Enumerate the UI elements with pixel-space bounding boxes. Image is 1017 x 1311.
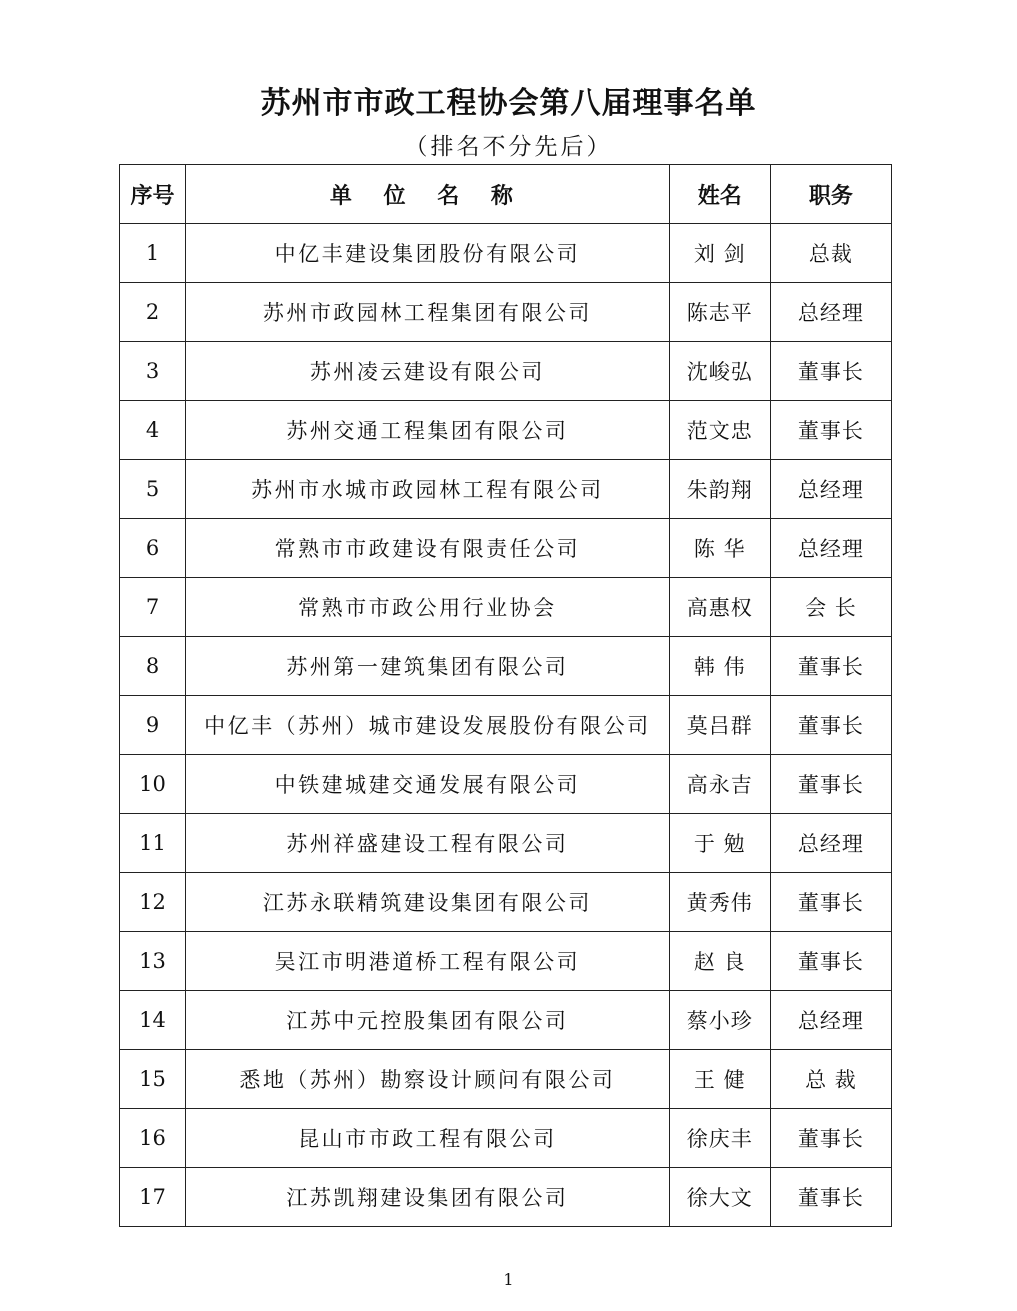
- row-index: 9: [120, 696, 186, 755]
- table-row: [120, 696, 892, 755]
- row-index: 4: [120, 401, 186, 460]
- council-members-table: [119, 164, 892, 1227]
- row-index: 10: [120, 755, 186, 814]
- header-name: 姓名: [669, 165, 770, 224]
- row-unit-name: 吴江市明港道桥工程有限公司: [186, 932, 670, 991]
- row-person-name: 朱韵翔: [669, 460, 770, 519]
- row-person-name: 陈 华: [669, 519, 770, 578]
- row-person-name: 高永吉: [669, 755, 770, 814]
- row-unit-name: 苏州市政园林工程集团有限公司: [186, 283, 670, 342]
- row-position: 总经理: [770, 519, 891, 578]
- row-index: 16: [120, 1109, 186, 1168]
- table-row: [120, 1050, 892, 1109]
- header-position: 职务: [770, 165, 891, 224]
- row-index: 6: [120, 519, 186, 578]
- table-row: [120, 755, 892, 814]
- row-index: 3: [120, 342, 186, 401]
- table-row: [120, 342, 892, 401]
- table-header-row: [120, 165, 892, 224]
- row-unit-name: 中亿丰（苏州）城市建设发展股份有限公司: [186, 696, 670, 755]
- row-unit-name: 常熟市市政建设有限责任公司: [186, 519, 670, 578]
- row-unit-name: 中亿丰建设集团股份有限公司: [186, 224, 670, 283]
- row-person-name: 蔡小珍: [669, 991, 770, 1050]
- table-row: [120, 519, 892, 578]
- row-position: 总经理: [770, 991, 891, 1050]
- row-index: 17: [120, 1168, 186, 1227]
- document-title: 苏州市市政工程协会第八届理事名单: [260, 86, 757, 121]
- row-index: 11: [120, 814, 186, 873]
- row-index: 2: [120, 283, 186, 342]
- row-person-name: 徐庆丰: [669, 1109, 770, 1168]
- row-unit-name: 昆山市市政工程有限公司: [186, 1109, 670, 1168]
- table-row: [120, 224, 892, 283]
- table-row: [120, 578, 892, 637]
- header-unit: 单 位 名 称: [186, 165, 670, 224]
- row-position: 董事长: [770, 401, 891, 460]
- row-index: 15: [120, 1050, 186, 1109]
- row-position: 董事长: [770, 342, 891, 401]
- row-unit-name: 苏州第一建筑集团有限公司: [186, 637, 670, 696]
- row-position: 董事长: [770, 1168, 891, 1227]
- row-index: 14: [120, 991, 186, 1050]
- table-row: [120, 283, 892, 342]
- row-person-name: 赵 良: [669, 932, 770, 991]
- row-person-name: 黄秀伟: [669, 873, 770, 932]
- row-person-name: 高惠权: [669, 578, 770, 637]
- row-position: 董事长: [770, 696, 891, 755]
- table-row: [120, 637, 892, 696]
- row-position: 总 裁: [770, 1050, 891, 1109]
- header-index: 序号: [120, 165, 186, 224]
- row-position: 总裁: [770, 224, 891, 283]
- table-row: [120, 932, 892, 991]
- row-unit-name: 常熟市市政公用行业协会: [186, 578, 670, 637]
- row-position: 董事长: [770, 932, 891, 991]
- row-position: 董事长: [770, 755, 891, 814]
- row-position: 总经理: [770, 460, 891, 519]
- table-row: [120, 873, 892, 932]
- row-index: 12: [120, 873, 186, 932]
- row-position: 董事长: [770, 1109, 891, 1168]
- row-person-name: 陈志平: [669, 283, 770, 342]
- row-unit-name: 苏州市水城市政园林工程有限公司: [186, 460, 670, 519]
- row-person-name: 王 健: [669, 1050, 770, 1109]
- row-person-name: 沈峻弘: [669, 342, 770, 401]
- table-body: [120, 224, 892, 1227]
- row-person-name: 刘 剑: [669, 224, 770, 283]
- table-row: [120, 1168, 892, 1227]
- row-unit-name: 苏州祥盛建设工程有限公司: [186, 814, 670, 873]
- row-index: 1: [120, 224, 186, 283]
- table-row: [120, 1109, 892, 1168]
- row-position: 总经理: [770, 283, 891, 342]
- row-unit-name: 苏州交通工程集团有限公司: [186, 401, 670, 460]
- row-person-name: 韩 伟: [669, 637, 770, 696]
- row-person-name: 莫吕群: [669, 696, 770, 755]
- row-person-name: 于 勉: [669, 814, 770, 873]
- row-index: 5: [120, 460, 186, 519]
- row-index: 13: [120, 932, 186, 991]
- table-row: [120, 460, 892, 519]
- row-index: 8: [120, 637, 186, 696]
- document-subtitle: （排名不分先后）: [404, 134, 613, 160]
- row-position: 董事长: [770, 637, 891, 696]
- table-row: [120, 991, 892, 1050]
- table-row: [120, 814, 892, 873]
- row-person-name: 范文忠: [669, 401, 770, 460]
- row-unit-name: 江苏永联精筑建设集团有限公司: [186, 873, 670, 932]
- row-unit-name: 江苏中元控股集团有限公司: [186, 991, 670, 1050]
- table-row: [120, 401, 892, 460]
- row-index: 7: [120, 578, 186, 637]
- row-unit-name: 苏州凌云建设有限公司: [186, 342, 670, 401]
- row-unit-name: 中铁建城建交通发展有限公司: [186, 755, 670, 814]
- row-unit-name: 江苏凯翔建设集团有限公司: [186, 1168, 670, 1227]
- page-number: 1: [503, 1270, 514, 1289]
- row-position: 董事长: [770, 873, 891, 932]
- row-position: 总经理: [770, 814, 891, 873]
- row-person-name: 徐大文: [669, 1168, 770, 1227]
- row-unit-name: 悉地（苏州）勘察设计顾问有限公司: [186, 1050, 670, 1109]
- row-position: 会 长: [770, 578, 891, 637]
